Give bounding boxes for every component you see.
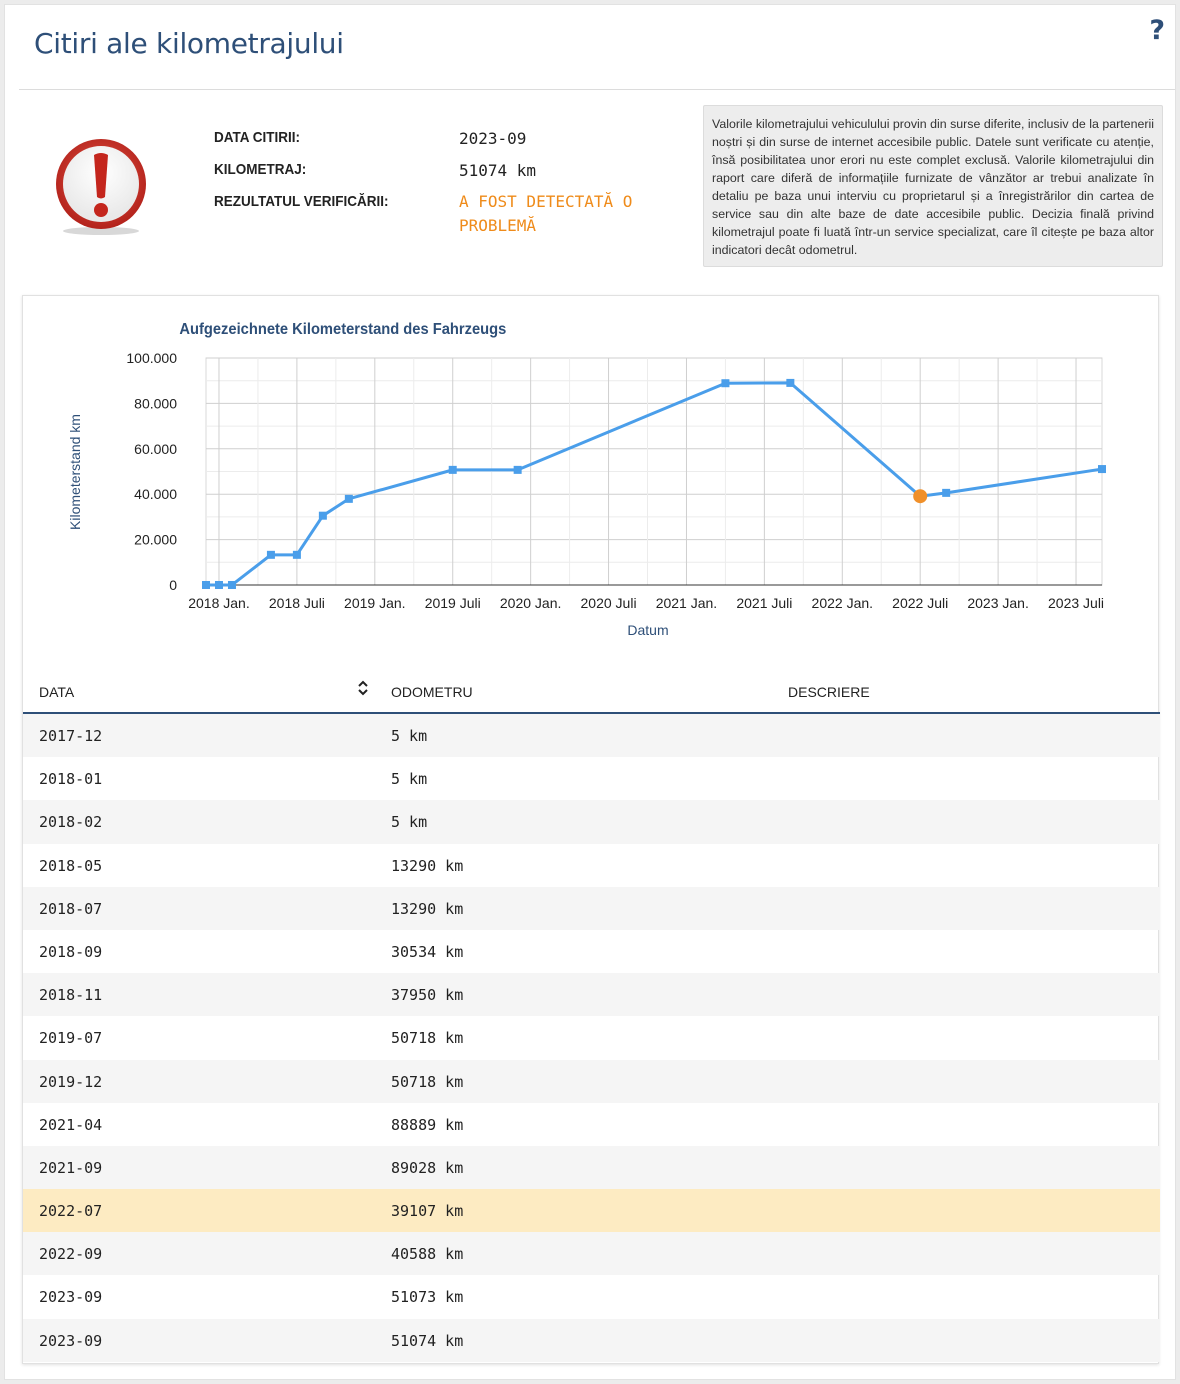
page-title: Citiri ale kilometrajului [34, 27, 344, 60]
table-row [23, 887, 1160, 930]
series-line [206, 383, 1102, 585]
cell-date: 2022-07 [39, 1202, 103, 1221]
cell-odometer: 5 km [391, 727, 428, 745]
table-row [23, 1103, 1160, 1146]
chart-svg [23, 296, 1160, 652]
x-tick-label: 2018 Juli [268, 595, 325, 611]
cell-date: 2018-01 [39, 770, 103, 789]
table-row [23, 1060, 1160, 1103]
table-row [23, 973, 1160, 1016]
cell-date: 2023-09 [39, 1331, 103, 1350]
x-tick-label: 2022 Jan. [811, 595, 874, 611]
table-row [23, 1146, 1160, 1189]
x-tick-label: 2018 Jan. [188, 595, 250, 611]
cell-date: 2019-12 [39, 1072, 103, 1091]
cell-date: 2022-09 [39, 1245, 103, 1264]
data-point[interactable] [786, 379, 794, 387]
x-tick-label: 2023 Jan. [967, 595, 1029, 611]
cell-odometer: 51074 km [391, 1331, 464, 1350]
header-divider [19, 89, 1175, 90]
table-row [23, 1319, 1160, 1362]
reading-date-value: 2023-09 [459, 129, 527, 148]
cell-odometer: 40588 km [391, 1245, 464, 1264]
data-point[interactable] [202, 581, 210, 589]
x-axis-label: Datum [627, 622, 669, 638]
exclamation-alert-icon [53, 137, 149, 237]
odometer-chart [23, 296, 1160, 652]
table-body [23, 714, 1160, 1362]
x-tick-label: 2021 Juli [736, 595, 793, 611]
cell-odometer: 30534 km [391, 942, 464, 961]
odometer-panel [4, 4, 1176, 1380]
y-tick-label: 60.000 [134, 440, 177, 457]
data-point[interactable] [345, 495, 353, 503]
x-tick-label: 2020 Juli [580, 595, 637, 611]
table-row [23, 1275, 1160, 1318]
data-point[interactable] [293, 551, 301, 559]
cell-date: 2023-09 [39, 1288, 103, 1307]
table-row [23, 1232, 1160, 1275]
cell-odometer: 13290 km [391, 899, 464, 918]
cell-date: 2019-07 [39, 1029, 103, 1048]
cell-odometer: 89028 km [391, 1158, 464, 1177]
cell-date: 2018-02 [39, 813, 103, 832]
cell-date: 2021-04 [39, 1115, 103, 1134]
readings-table [23, 658, 1160, 1362]
reading-date-label: DATA CITIRII: [214, 129, 300, 146]
cell-date: 2021-09 [39, 1158, 103, 1177]
cell-odometer: 51073 km [391, 1288, 464, 1307]
mileage-label: KILOMETRAJ: [214, 161, 307, 178]
data-point[interactable] [942, 489, 950, 497]
cell-odometer: 50718 km [391, 1072, 464, 1091]
x-tick-label: 2023 Juli [1048, 595, 1105, 611]
y-tick-label: 100.000 [126, 350, 177, 366]
chart-grid [206, 358, 1102, 585]
column-header-odometer: ODOMETRU [391, 684, 473, 700]
y-tick-label: 80.000 [134, 395, 177, 412]
table-row [23, 930, 1160, 973]
question-mark-icon[interactable]: ? [1149, 15, 1165, 46]
x-tick-label: 2020 Jan. [499, 595, 562, 611]
x-tick-label: 2021 Jan. [655, 595, 718, 611]
x-tick-label: 2019 Jan. [344, 595, 406, 611]
data-point[interactable] [267, 551, 275, 559]
mileage-value: 51074 km [459, 161, 537, 180]
panel-header [5, 5, 1177, 91]
data-point[interactable] [514, 466, 522, 474]
table-row [23, 1016, 1160, 1059]
data-point[interactable] [449, 466, 457, 474]
data-point-highlight[interactable] [913, 489, 927, 503]
result-label: REZULTATUL VERIFICĂRII: [214, 193, 389, 210]
data-point[interactable] [721, 379, 729, 387]
column-header-date[interactable]: DATA [39, 684, 75, 700]
y-axis-label: Kilometerstand km [67, 414, 83, 530]
cell-odometer: 37950 km [391, 986, 464, 1005]
data-point[interactable] [215, 581, 223, 589]
cell-odometer: 39107 km [391, 1202, 464, 1221]
data-point[interactable] [319, 512, 327, 520]
y-tick-labels [126, 350, 177, 593]
y-tick-label: 40.000 [134, 486, 177, 503]
cell-date: 2018-11 [39, 986, 103, 1005]
table-row [23, 714, 1160, 757]
table-row [23, 757, 1160, 800]
cell-odometer: 88889 km [391, 1115, 464, 1134]
cell-odometer: 5 km [391, 770, 428, 789]
table-row [23, 844, 1160, 887]
y-tick-label: 0 [169, 577, 177, 593]
x-tick-label: 2022 Juli [892, 595, 949, 611]
cell-odometer: 13290 km [391, 856, 464, 875]
data-point[interactable] [1098, 465, 1106, 473]
odometer-card [22, 295, 1159, 1364]
chart-title: Aufgezeichnete Kilometerstand des Fahrzeugs [179, 320, 507, 339]
disclaimer-notice: Valorile kilometrajului vehiculului provin din surse diferite, inclusiv de la partenerii noștri și din surse de internet accesibile public. Datele sunt verificate cu atenție, însă posibilitatea unor erori nu este complet exclusă. Valorile kilometrajului din raport care diferă de informațiile furnizate de vânzător ar trebui analizate în detaliu pe baza unui interviu cu proprietarul și a înregistrărilor din cartea de service sau din alte baze de date accesibile public. Decizia finală privind kilometrajul poate fi luată într-un service specializat, care îl citește pe baza altor indicatori decât odometrul. [703, 105, 1163, 267]
data-point[interactable] [228, 581, 236, 589]
cell-date: 2018-07 [39, 899, 103, 918]
cell-odometer: 50718 km [391, 1029, 464, 1048]
y-tick-label: 20.000 [134, 531, 177, 548]
table-row [23, 1189, 1160, 1232]
cell-odometer: 5 km [391, 813, 428, 832]
sort-updown-icon[interactable] [357, 680, 369, 696]
table-header [23, 658, 1160, 714]
cell-date: 2018-09 [39, 942, 103, 961]
cell-date: 2018-05 [39, 856, 103, 875]
cell-date: 2017-12 [39, 727, 103, 745]
column-header-description: DESCRIERE [788, 684, 870, 700]
x-tick-labels [188, 595, 1104, 611]
result-value: A FOST DETECTATĂ O PROBLEMĂ [459, 192, 633, 235]
mileage-series [202, 379, 1106, 589]
x-tick-label: 2019 Juli [424, 595, 481, 611]
table-row [23, 800, 1160, 843]
